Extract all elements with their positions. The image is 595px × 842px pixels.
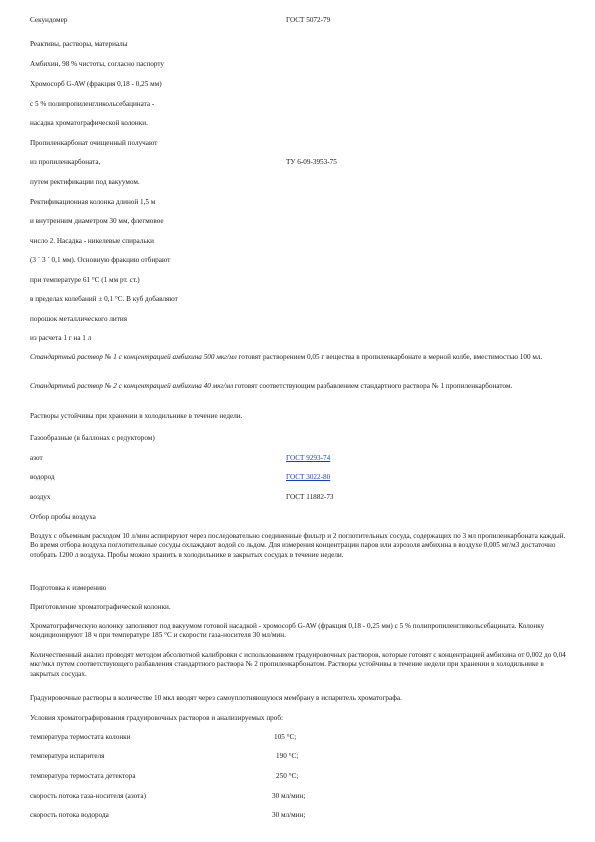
materials-heading: Реактивы, растворы, материалы — [30, 40, 128, 48]
standard-solution-1-title: Стандартный раствор № 1 с концентрацией амбихина 500 мкг/мл — [30, 353, 237, 361]
prep-subheading: Приготовление хроматографической колонки. — [30, 603, 171, 611]
condition-value: 250 °С; — [276, 772, 299, 780]
standard-solution-2-title: Стандартный раствор № 2 с концентрацией амбихина 40 мкг/мл — [30, 382, 234, 390]
condition-value: 190 °С; — [276, 752, 299, 760]
equipment-line — [30, 16, 570, 25]
gas-row-air — [30, 493, 570, 502]
materials-line: при температуре 61 °С (1 мм рт. ст.) — [30, 276, 140, 284]
equipment-name: Секундомер — [30, 16, 68, 24]
conditions-heading: Условия хроматографирования градуировочных растворов и анализируемых проб: — [30, 714, 284, 722]
stability-note: Растворы устойчивы при хранении в холодильнике в течение недели. — [30, 412, 243, 420]
materials-line: Амбихин, 98 % чистоты, согласно паспорту — [30, 60, 165, 68]
standard-solution-1-text: готовят растворением 0,05 г вещества в пропиленкарбонате в мерной колбе, вместимостью 100 мл. — [236, 353, 543, 361]
materials-line: в пределах колебаний ± 0,1 °С. В куб добавляют — [30, 295, 178, 303]
condition-label: температура термостата колонки — [30, 733, 131, 741]
materials-line: число 2. Насадка - никелевые спиральки — [30, 237, 154, 245]
condition-row — [30, 811, 570, 820]
injection-text: Градуировочные растворы в количестве 10 мкл вводят через самоуплотняющуюся мембрану в испаритель хроматографа. — [30, 694, 402, 702]
materials-line: с 5 % полипропиленгликольсебацината - — [30, 100, 155, 108]
sampling-heading: Отбор пробы воздуха — [30, 513, 96, 521]
materials-line — [30, 158, 570, 167]
gas-name: воздух — [30, 493, 51, 501]
gost-link-nitrogen[interactable]: ГОСТ 9293-74 — [286, 454, 331, 462]
condition-label: скорость потока водорода — [30, 811, 109, 819]
materials-line: (3 ´ 3 ´ 0,1 мм). Основную фракцию отбирают — [30, 256, 171, 264]
standard-solution-2 — [30, 382, 570, 391]
materials-line: насадка хроматографической колонки. — [30, 119, 148, 127]
materials-line-text: из пропиленкарбоната, — [30, 158, 101, 166]
gases-heading: Газообразные (в баллонах с редуктором) — [30, 434, 155, 442]
gas-row-hydrogen — [30, 473, 570, 482]
condition-value: 105 °С; — [274, 733, 297, 741]
calibration-text: Количественный анализ проводят методом абсолютной калибровки с использованием градуировочных растворов, которые готовят с концентрацией амбихина от 0,002 до 0,04 мкг/мкл путем соответствующего разбавления стандартного раствора № 2 пропиленкарбонатом. Растворы устойчивы в течение недели при хранении в холодильнике в закрытых сосудах. — [30, 651, 566, 678]
gas-name: азот — [30, 454, 43, 462]
condition-value: 30 мл/мин; — [272, 811, 306, 819]
condition-row — [30, 733, 570, 742]
sampling-text: Воздух с объемным расходом 10 л/мин аспирируют через последовательно соединенные фильтр и 2 поглотительных сосуда, содержащих по 3 мл пропиленкарбоната каждый. Во время отбора воздуха поглотительные сосуды охлаждают водой со льдом. Для измерения концентрации паров или аэрозоля амбихина в воздухе 0,005 мг/м3 достаточно отобрать 1200 л воздуха. Пробы можно хранить в холодильнике в закрытых сосудах в течение недели. — [30, 532, 566, 559]
gost-standard-air: ГОСТ 11882-73 — [286, 493, 334, 501]
standard-solution-2-text: готовят соответствующим разбавлением стандартного раствора № 1 пропиленкарбонатом. — [233, 382, 513, 390]
standard-solution-1 — [30, 353, 570, 362]
materials-line: из расчета 1 г на 1 л — [30, 334, 92, 342]
materials-line: порошок металлического лития — [30, 315, 128, 323]
prep-heading: Подготовка к измерению — [30, 584, 107, 592]
materials-line: Хромосорб G-AW (фракция 0,18 - 0,25 мм) — [30, 80, 162, 88]
gas-row-nitrogen — [30, 454, 570, 463]
equipment-standard: ГОСТ 5072-79 — [286, 16, 331, 24]
gost-link-hydrogen[interactable]: ГОСТ 3022-80 — [286, 473, 331, 481]
condition-value: 30 мл/мин; — [272, 792, 306, 800]
gas-name: водород — [30, 473, 55, 481]
materials-line: и внутренним диаметром 30 мм, флегмовое — [30, 217, 164, 225]
condition-row — [30, 772, 570, 781]
condition-label: температура термостата детектора — [30, 772, 136, 780]
condition-row — [30, 752, 570, 761]
condition-label: температура испарителя — [30, 752, 105, 760]
materials-line: путем ректификации под вакуумом. — [30, 178, 140, 186]
tu-reference: ТУ 6-09-3953-75 — [286, 158, 337, 166]
materials-line: Ректификационная колонка длиной 1,5 м — [30, 198, 156, 206]
condition-row — [30, 792, 570, 801]
column-prep-text: Хроматографическую колонку заполняют под вакуумом готовой насадкой - хромосорб G-AW (фракция 0,18 - 0,25 мм) с 5 % полипропиленгликольсебацината. Колонку кондиционируют 18 ч при температуре 185 °С и скорости газа-носителя 30 мл/мин. — [30, 622, 545, 640]
materials-line: Пропиленкарбонат очищенный получают — [30, 139, 158, 147]
condition-label: скорость потока газа-носителя (азота) — [30, 792, 146, 800]
